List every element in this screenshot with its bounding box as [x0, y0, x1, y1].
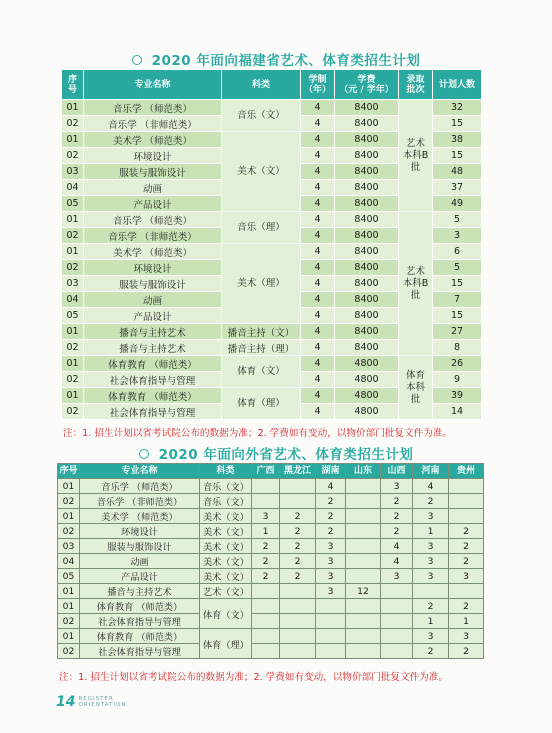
- table-row: 01 美术学 （师范类） 美术（文） 4 8400 38: [62, 132, 482, 148]
- table-row: 01 音乐学 （师范类） 音乐（文） 4 3 4: [58, 479, 484, 494]
- table-row: 03 服装与服饰设计 美术（文） 2 2 3 4 3 2: [58, 539, 484, 554]
- col-shandong: 山东: [346, 464, 381, 479]
- table-row: 01 美术学 （师范类） 美术（理） 4 8400 6: [62, 244, 482, 260]
- table-row: 01 播音与主持艺术 播音主持（文） 4 8400 27: [62, 324, 482, 340]
- batch-cell: 艺术本科B批: [399, 100, 433, 212]
- category-cell: 体育（文）: [200, 599, 252, 629]
- table-row: 05 产品设计 美术（文） 2 2 3 3 3 3: [58, 569, 484, 584]
- table-row: 03 服装与服饰设计 4 8400 15: [62, 276, 482, 292]
- category-cell: 播音主持（理）: [222, 340, 301, 356]
- category-cell: 体育（文）: [222, 356, 301, 388]
- section-title-other-provinces: 2020 年面向外省艺术、体育类招生计划: [0, 443, 552, 463]
- table-row: 01 体育教育 （师范类） 体育（理） 4 4800 39: [62, 388, 482, 404]
- table-row: 01 体育教育 （师范类） 体育（文） 2 2: [58, 599, 484, 614]
- category-cell: 音乐（文）: [222, 100, 301, 132]
- table-row: 02 环境设计 4 8400 15: [62, 148, 482, 164]
- section-title-fujian: 2020 年面向福建省艺术、体育类招生计划: [0, 49, 552, 69]
- table-row: 05 产品设计 4 8400 49: [62, 196, 482, 212]
- col-shanxi: 山西: [381, 464, 413, 479]
- table-row: 02 社会体育指导与管理 4 4800 14: [62, 404, 482, 420]
- col-seq: 序号: [58, 464, 80, 479]
- table-row: 03 服装与服饰设计 4 8400 48: [62, 164, 482, 180]
- col-fee: 学费 （元 / 学年）: [335, 70, 399, 100]
- category-cell: 美术（文）: [222, 132, 301, 212]
- table-row: 05 产品设计 4 8400 15: [62, 308, 482, 324]
- col-major: 专业名称: [84, 70, 222, 100]
- col-major: 专业名称: [80, 464, 200, 479]
- batch-cell: 体育本科批: [399, 356, 433, 420]
- other-provinces-note: 注：1. 招生计划以省考试院公布的数据为准；2. 学费如有变动，以物价部门批复文件为准。: [59, 672, 448, 683]
- category-cell: 播音主持（文）: [222, 324, 301, 340]
- table-row: 01 音乐学 （师范类） 音乐（理） 4 8400 艺术本科B批 5: [62, 212, 482, 228]
- table-row: 01 体育教育 （师范类） 体育（理） 3 3: [58, 629, 484, 644]
- col-guizhou: 贵州: [449, 464, 484, 479]
- page-number: 14: [56, 694, 76, 710]
- circle-bullet-icon: [132, 55, 142, 65]
- table-header: [58, 464, 484, 479]
- col-batch: 录取 批次: [399, 70, 433, 100]
- table-row: 04 动画 4 8400 7: [62, 292, 482, 308]
- col-heilongjiang: 黑龙江: [280, 464, 316, 479]
- table-row: 02 音乐学 （非师范类） 音乐（文） 2 2 2: [58, 494, 484, 509]
- table-row: 02 环境设计 美术（文） 1 2 2 2 1 2: [58, 524, 484, 539]
- col-plan: 计划人数: [433, 70, 482, 100]
- batch-cell: 艺术本科B批: [399, 212, 433, 356]
- table-row: 01 美术学 （师范类） 美术（文） 3 2 2 2 3: [58, 509, 484, 524]
- fujian-note: 注：1. 招生计划以省考试院公布的数据为准；2. 学费如有变动，以物价部门批复文件为准。: [63, 428, 452, 439]
- table-row: 02 社会体育指导与管理 2 2: [58, 644, 484, 659]
- page-footer: [56, 694, 127, 710]
- fujian-plan-table: [61, 69, 482, 420]
- table-row: 02 音乐学 （非师范类） 4 8400 3: [62, 228, 482, 244]
- table-row: 02 播音与主持艺术 播音主持（理） 4 8400 8: [62, 340, 482, 356]
- col-henan: 河南: [413, 464, 449, 479]
- footer-label: REGISTER ORIENTATION: [78, 696, 127, 708]
- category-cell: 体育（理）: [222, 388, 301, 420]
- table-row: 04 动画 4 8400 37: [62, 180, 482, 196]
- col-seq: 序 号: [62, 70, 84, 100]
- table-row: 01 播音与主持艺术 艺术（文） 3 12: [58, 584, 484, 599]
- col-guangxi: 广西: [252, 464, 280, 479]
- col-category: 科类: [200, 464, 252, 479]
- category-cell: 美术（理）: [222, 244, 301, 324]
- table-row: 01 体育教育 （师范类） 体育（文） 4 4800 体育本科批 26: [62, 356, 482, 372]
- col-category: 科类: [222, 70, 301, 100]
- table-header: [62, 70, 482, 100]
- table-row: 01 音乐学 （师范类） 音乐（文） 4 8400 艺术本科B批 32: [62, 100, 482, 116]
- category-cell: 体育（理）: [200, 629, 252, 659]
- table-row: 02 社会体育指导与管理 1 1: [58, 614, 484, 629]
- circle-bullet-icon: [139, 449, 149, 459]
- category-cell: 音乐（理）: [222, 212, 301, 244]
- col-duration: 学制 （年）: [301, 70, 335, 100]
- table-row: 02 音乐学 （非师范类） 4 8400 15: [62, 116, 482, 132]
- table-row: 02 社会体育指导与管理 4 4800 9: [62, 372, 482, 388]
- other-provinces-table: [57, 463, 484, 659]
- col-hunan: 湖南: [316, 464, 346, 479]
- table-row: 04 动画 美术（文） 2 2 3 4 3 2: [58, 554, 484, 569]
- table-row: 02 环境设计 4 8400 5: [62, 260, 482, 276]
